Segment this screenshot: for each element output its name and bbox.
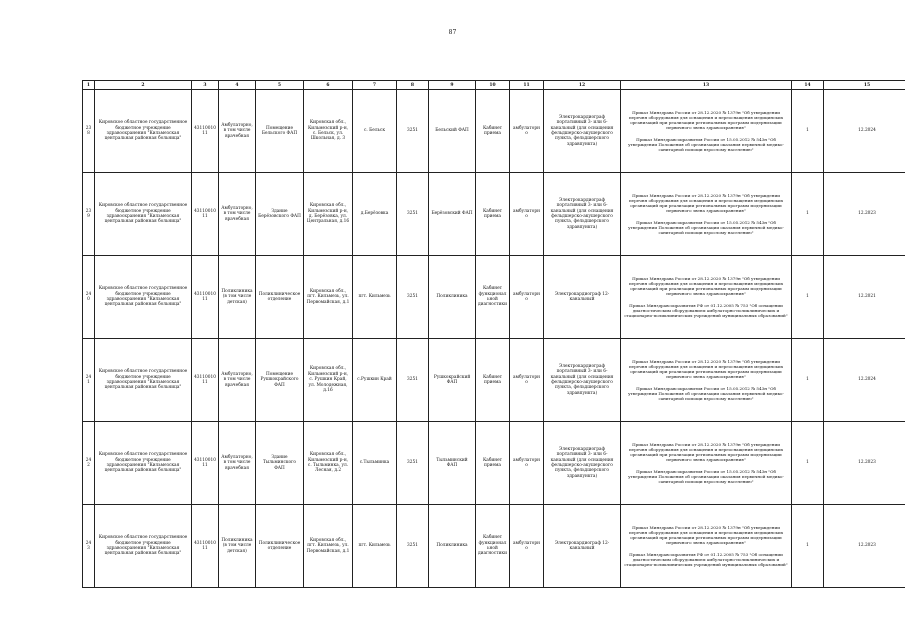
- legal-basis-primary: Приказ Минздрава России от 28.12.2020 № 1379н "Об утверждении перечня оборудования для оснащения и переоснащения медицинских организаций при реализации региональных программ модернизации первичного звена здравоохранения": [628, 358, 784, 380]
- legal-basis-secondary: Приказ Минздравсоцразвития России от 15.05.2012 № 543н "Об утверждении Положения об организации оказания первичной медико-санитарной помощи взрослому населению": [628, 219, 784, 235]
- unit-cell: Поликлиническое отделение: [256, 256, 304, 339]
- mode-cell: амбулаторно: [510, 505, 544, 588]
- mode-cell: амбулаторно: [510, 422, 544, 505]
- locality-cell: пгт. Кильмезь: [353, 256, 397, 339]
- legal-basis-cell: [621, 422, 792, 505]
- equipment-cell: Электрокардиограф портативный 3- или 6-канальный (для оснащения фельдшерско-акушерского пункта, фельдшерского здравпункта): [544, 90, 621, 173]
- column-number: 12: [544, 81, 621, 90]
- column-number-row: [83, 81, 905, 90]
- unit-cell: Помещение Рушкокрайского ФАП: [256, 339, 304, 422]
- column-number: 5: [256, 81, 304, 90]
- column-number: 1: [83, 81, 95, 90]
- room-cell: Кабинет приема: [476, 173, 510, 256]
- table-row: [83, 173, 905, 256]
- quantity-cell: 1: [792, 422, 824, 505]
- organization-cell: Кировское областное государственное бюджетное учреждение здравоохранения "Кильмезская центральная районная больница": [95, 90, 192, 173]
- inn-cell: 4311001011: [192, 90, 219, 173]
- room-cell: Кабинет приема: [476, 339, 510, 422]
- inn-cell: 4311001011: [192, 173, 219, 256]
- legal-basis-primary: Приказ Минздрава России от 28.12.2020 № 1379н "Об утверждении перечня оборудования для оснащения и переоснащения медицинских организаций при реализации региональных программ модернизации первичного звена здравоохранения": [628, 275, 784, 297]
- table-row: [83, 339, 905, 422]
- legal-basis-secondary: Приказ Минздравсоцразвития России от 15.05.2012 № 543н "Об утверждении Положения об организации оказания первичной медико-санитарной помощи взрослому населению": [628, 468, 784, 484]
- quantity-cell: 1: [792, 505, 824, 588]
- legal-basis-cell: [621, 256, 792, 339]
- locality-cell: с. Бельск: [353, 90, 397, 173]
- legal-basis-primary: Приказ Минздрава России от 28.12.2020 № 1379н "Об утверждении перечня оборудования для оснащения и переоснащения медицинских организаций при реализации региональных программ модернизации первичного звена здравоохранения": [628, 192, 784, 214]
- column-number: 2: [95, 81, 192, 90]
- organization-cell: Кировское областное государственное бюджетное учреждение здравоохранения "Кильмезская центральная районная больница": [95, 339, 192, 422]
- locality-cell: пгт. Кильмезь: [353, 505, 397, 588]
- date-cell: 12.2024: [824, 339, 905, 422]
- inn-cell: 4311001011: [192, 339, 219, 422]
- table-row: [83, 422, 905, 505]
- date-cell: 12.2023: [824, 173, 905, 256]
- legal-basis-primary: Приказ Минздрава России от 28.12.2020 № 1379н "Об утверждении перечня оборудования для оснащения и переоснащения медицинских организаций при реализации региональных программ модернизации первичного звена здравоохранения": [628, 109, 784, 131]
- mode-cell: амбулаторно: [510, 90, 544, 173]
- room-cell: Кабинет приема: [476, 422, 510, 505]
- quantity-cell: 1: [792, 173, 824, 256]
- subdivision-cell: Бельский ФАП: [429, 90, 476, 173]
- column-number: 11: [510, 81, 544, 90]
- column-number: 10: [476, 81, 510, 90]
- subdivision-cell: Тыльминский ФАП: [429, 422, 476, 505]
- column-number: 13: [621, 81, 792, 90]
- address-cell: Кировская обл., Кильмезский р-н, с. Тыльминка, ул. Лесная, д.2: [304, 422, 353, 505]
- equipment-cell: Электрокардиограф портативный 3- или 6-канальный (для оснащения фельдшерско-акушерского пункта, фельдшерского здравпункта): [544, 339, 621, 422]
- organization-cell: Кировское областное государственное бюджетное учреждение здравоохранения "Кильмезская центральная районная больница": [95, 256, 192, 339]
- address-cell: Кировская обл., Кильмезский р-н, с. Бельск, ул. Школьная, д. 3: [304, 90, 353, 173]
- column-number: 9: [429, 81, 476, 90]
- legal-basis-secondary: Приказ Минздравсоцразвития России от 15.05.2012 № 543н "Об утверждении Положения об организации оказания первичной медико-санитарной помощи взрослому населению": [628, 136, 784, 152]
- organization-cell: Кировское областное государственное бюджетное учреждение здравоохранения "Кильмезская центральная районная больница": [95, 422, 192, 505]
- column-number: 3: [192, 81, 219, 90]
- row-number-cell: 239: [83, 173, 95, 256]
- unit-cell: Здание Берёзовского ФАП: [256, 173, 304, 256]
- column-number: 14: [792, 81, 824, 90]
- table-row: [83, 256, 905, 339]
- equipment-register-table: [82, 80, 905, 588]
- room-cell: Кабинет функциональной диагностики: [476, 505, 510, 588]
- mode-cell: амбулаторно: [510, 339, 544, 422]
- inn-cell: 4311001011: [192, 256, 219, 339]
- inn-cell: 4311001011: [192, 422, 219, 505]
- subdivision-cell: Берёзовский ФАП: [429, 173, 476, 256]
- row-number-cell: 240: [83, 256, 95, 339]
- legal-basis-cell: [621, 90, 792, 173]
- column-number: 7: [353, 81, 397, 90]
- code-cell: 3251: [397, 173, 429, 256]
- care-type-cell: Поликлиника (в том числе детская): [219, 256, 256, 339]
- care-type-cell: Амбулаторно, в том числе врачебная: [219, 339, 256, 422]
- care-type-cell: Амбулаторно, в том числе врачебная: [219, 173, 256, 256]
- column-number: 15: [824, 81, 905, 90]
- code-cell: 3251: [397, 339, 429, 422]
- organization-cell: Кировское областное государственное бюджетное учреждение здравоохранения "Кильмезская центральная районная больница": [95, 173, 192, 256]
- table-row: [83, 90, 905, 173]
- code-cell: 3251: [397, 422, 429, 505]
- legal-basis-cell: [621, 339, 792, 422]
- date-cell: 12.2021: [824, 256, 905, 339]
- unit-cell: Здание Тыльминского ФАП: [256, 422, 304, 505]
- legal-basis-secondary: Приказ Минздравсоцразвития России от 15.05.2012 № 543н "Об утверждении Положения об организации оказания первичной медико-санитарной помощи взрослому населению": [628, 385, 784, 401]
- date-cell: 12.2023: [824, 422, 905, 505]
- subdivision-cell: Поликлиника: [429, 505, 476, 588]
- legal-basis-primary: Приказ Минздрава России от 28.12.2020 № 1379н "Об утверждении перечня оборудования для оснащения и переоснащения медицинских организаций при реализации региональных программ модернизации первичного звена здравоохранения": [628, 441, 784, 463]
- legal-basis-cell: [621, 173, 792, 256]
- care-type-cell: Амбулаторно, в том числе врачебная: [219, 422, 256, 505]
- address-cell: Кировская обл., Кильмезский р-н, с. Рушкин Край, ул. Молодежная, д.16: [304, 339, 353, 422]
- mode-cell: амбулаторно: [510, 256, 544, 339]
- code-cell: 3251: [397, 256, 429, 339]
- row-number-cell: 241: [83, 339, 95, 422]
- row-number-cell: 238: [83, 90, 95, 173]
- column-number: 6: [304, 81, 353, 90]
- legal-basis-secondary: Приказ Минздравсоцразвития РФ от 01.12.2005 № 753 "Об оснащении диагностическим оборудованием амбулаторно-поликлинических и стационарно-поликлинических учреждений муниципальных образований": [624, 302, 788, 318]
- date-cell: 12.2024: [824, 90, 905, 173]
- equipment-cell: Электрокардиограф портативный 3- или 6-канальный (для оснащения фельдшерско-акушерского пункта, фельдшерского здравпункта): [544, 173, 621, 256]
- column-number: 4: [219, 81, 256, 90]
- room-cell: Кабинет приема: [476, 90, 510, 173]
- room-cell: Кабинет функциональной диагностики: [476, 256, 510, 339]
- locality-cell: д.Берёзовка: [353, 173, 397, 256]
- quantity-cell: 1: [792, 256, 824, 339]
- legal-basis-secondary: Приказ Минздравсоцразвития РФ от 01.12.2005 № 753 "Об оснащении диагностическим оборудованием амбулаторно-поликлинических и стационарно-поликлинических учреждений муниципальных образований": [624, 551, 788, 567]
- subdivision-cell: Поликлиника: [429, 256, 476, 339]
- care-type-cell: Поликлиника (в том числе детская): [219, 505, 256, 588]
- equipment-cell: Электрокардиограф портативный 3- или 6-канальный (для оснащения фельдшерско-акушерского пункта, фельдшерского здравпункта): [544, 422, 621, 505]
- organization-cell: Кировское областное государственное бюджетное учреждение здравоохранения "Кильмезская центральная районная больница": [95, 505, 192, 588]
- date-cell: 12.2023: [824, 505, 905, 588]
- care-type-cell: Амбулаторно, в том числе врачебная: [219, 90, 256, 173]
- unit-cell: Помещение Бельского ФАП: [256, 90, 304, 173]
- address-cell: Кировская обл., Кильмезский р-н, д. Берёзовка, ул. Центральная, д.16: [304, 173, 353, 256]
- inn-cell: 4311001011: [192, 505, 219, 588]
- quantity-cell: 1: [792, 90, 824, 173]
- table-row: [83, 505, 905, 588]
- column-number: 8: [397, 81, 429, 90]
- code-cell: 3251: [397, 90, 429, 173]
- page-number: 87: [448, 29, 457, 36]
- address-cell: Кировская обл., пгт. Кильмезь, ул. Первомайская, д.1: [304, 505, 353, 588]
- equipment-cell: Электрокардиограф 12-канальный: [544, 505, 621, 588]
- subdivision-cell: Рушкокрайский ФАП: [429, 339, 476, 422]
- unit-cell: Поликлиническое отделение: [256, 505, 304, 588]
- mode-cell: амбулаторно: [510, 173, 544, 256]
- legal-basis-cell: [621, 505, 792, 588]
- code-cell: 3251: [397, 505, 429, 588]
- legal-basis-primary: Приказ Минздрава России от 28.12.2020 № 1379н "Об утверждении перечня оборудования для оснащения и переоснащения медицинских организаций при реализации региональных программ модернизации первичного звена здравоохранения": [628, 524, 784, 546]
- row-number-cell: 242: [83, 422, 95, 505]
- table-body: [83, 81, 905, 588]
- quantity-cell: 1: [792, 339, 824, 422]
- address-cell: Кировская обл., пгт. Кильмезь, ул. Первомайская, д.1: [304, 256, 353, 339]
- locality-cell: с.Рушкин Край: [353, 339, 397, 422]
- locality-cell: с.Тыльминка: [353, 422, 397, 505]
- row-number-cell: 243: [83, 505, 95, 588]
- equipment-cell: Электрокардиограф 12-канальный: [544, 256, 621, 339]
